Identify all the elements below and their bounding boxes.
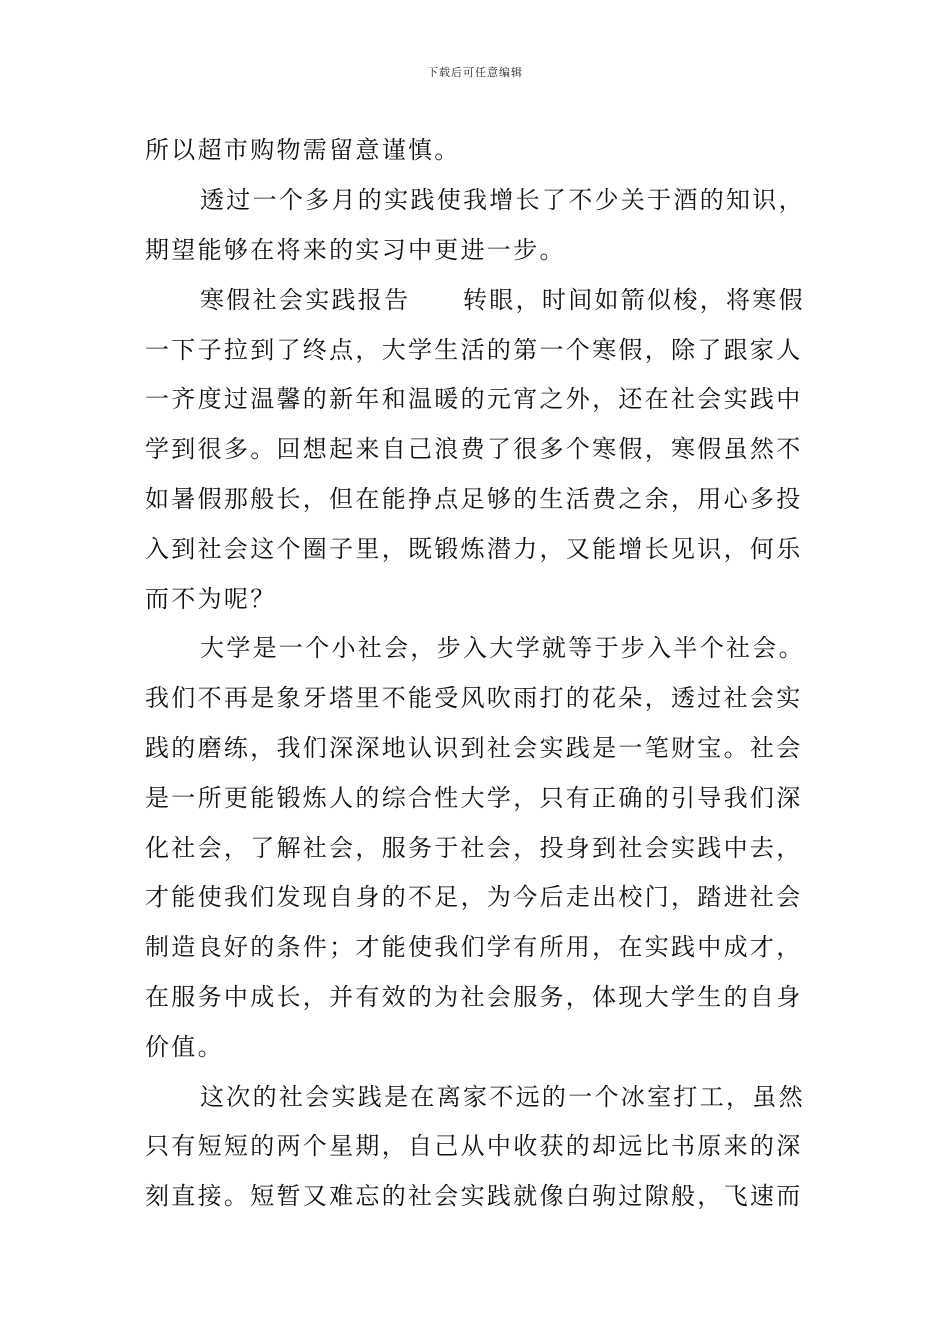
text-line: 学到很多。回想起来自己浪费了很多个寒假，寒假虽然不 bbox=[145, 435, 803, 463]
text-line: 透过一个多月的实践使我增长了不少关于酒的知识， bbox=[200, 186, 805, 214]
text-line: 制造良好的条件；才能使我们学有所用，在实践中成才， bbox=[145, 933, 803, 961]
text-line: 在服务中成长，并有效的为社会服务，体现大学生的自身 bbox=[145, 983, 803, 1011]
text-line: 这次的社会实践是在离家不远的一个冰室打工，虽然 bbox=[200, 1083, 805, 1111]
text-line: 践的磨练，我们深深地认识到社会实践是一笔财宝。社会 bbox=[145, 734, 803, 762]
text-line: 才能使我们发现自身的不足，为今后走出校门，踏进社会 bbox=[145, 883, 803, 911]
text-line: 所以超市购物需留意谨慎。 bbox=[145, 136, 461, 164]
text-line: 是一所更能锻炼人的综合性大学，只有正确的引导我们深 bbox=[145, 784, 803, 812]
text-line: 寒假社会实践报告 转眼，时间如箭似梭，将寒假 bbox=[200, 286, 805, 314]
text-line: 价值。 bbox=[145, 1033, 224, 1061]
text-line: 刻直接。短暂又难忘的社会实践就像白驹过隙般，飞速而 bbox=[145, 1182, 803, 1210]
text-line: 如暑假那般长，但在能挣点足够的生活费之余，用心多投 bbox=[145, 485, 803, 513]
text-line: 化社会，了解社会，服务于社会，投身到社会实践中去， bbox=[145, 834, 803, 862]
text-line: 而不为呢？ bbox=[145, 585, 277, 613]
text-line: 我们不再是象牙塔里不能受风吹雨打的花朵，透过社会实 bbox=[145, 684, 803, 712]
text-line: 一下子拉到了终点，大学生活的第一个寒假，除了跟家人 bbox=[145, 336, 803, 364]
page-header-note: 下载后可任意编辑 bbox=[427, 66, 523, 79]
text-line: 入到社会这个圈子里，既锻炼潜力，又能增长见识，何乐 bbox=[145, 535, 803, 563]
text-line: 期望能够在将来的实习中更进一步。 bbox=[145, 236, 566, 264]
text-line: 一齐度过温馨的新年和温暖的元宵之外，还在社会实践中 bbox=[145, 385, 803, 413]
text-line: 只有短短的两个星期，自己从中收获的却远比书原来的深 bbox=[145, 1132, 803, 1160]
text-line: 大学是一个小社会，步入大学就等于步入半个社会。 bbox=[200, 634, 805, 662]
